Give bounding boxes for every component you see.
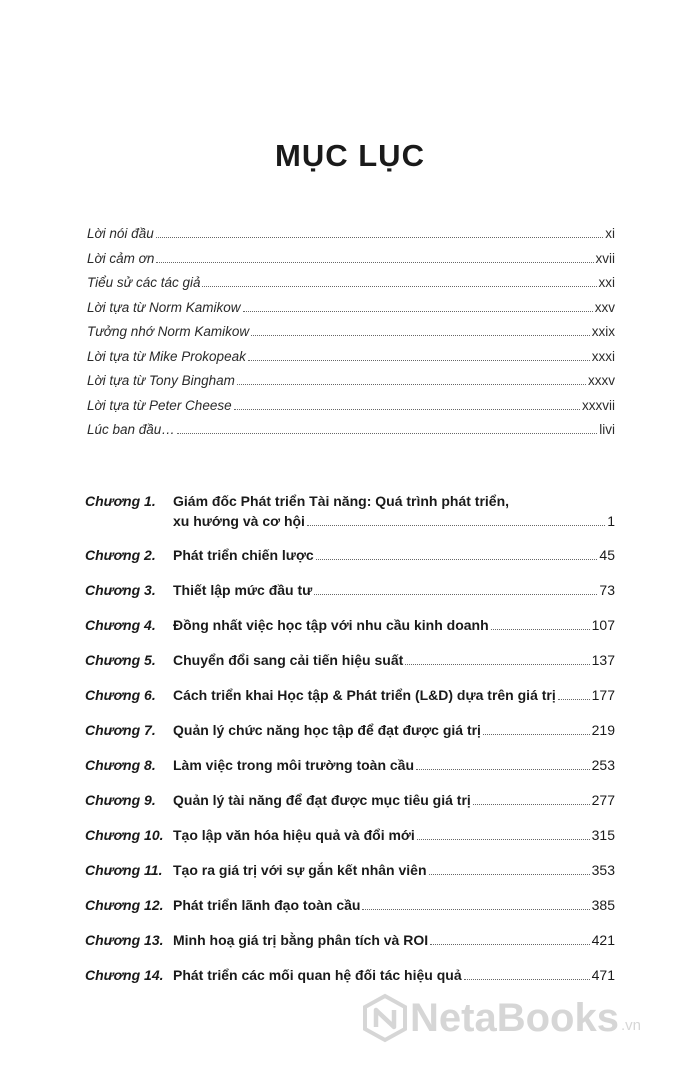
chapter-title: Thiết lập mức đầu tư: [173, 582, 313, 598]
chapter-number: Chương 3.: [85, 582, 156, 598]
dot-leader: [314, 594, 597, 595]
toc-entry-label: Lời cảm ơn: [87, 250, 155, 266]
toc-entry: [87, 275, 615, 300]
dot-leader: [483, 734, 590, 735]
chapter-number: Chương 6.: [85, 687, 156, 703]
chapter-page: 277: [591, 792, 615, 808]
chapter-number: Chương 12.: [85, 897, 164, 913]
chapter-entry: [85, 860, 615, 880]
dot-leader: [405, 664, 589, 665]
chapter-title: Phát triển chiến lược: [173, 547, 314, 563]
chapter-entry: [85, 580, 615, 600]
chapter-title: Cách triển khai Học tập & Phát triển (L&D) dựa trên giá trị: [173, 687, 556, 703]
toc-entry: [87, 349, 615, 374]
dot-leader: [177, 433, 597, 434]
dot-leader: [558, 699, 590, 700]
chapter-number: Chương 7.: [85, 722, 156, 738]
chapter-entry: [85, 825, 615, 845]
chapter-page: 253: [591, 757, 615, 773]
chapter-number: Chương 13.: [85, 932, 164, 948]
chapter-title: Minh hoạ giá trị bằng phân tích và ROI: [173, 932, 429, 948]
chapter-entry: [85, 790, 615, 810]
chapter-page: 177: [591, 687, 615, 703]
toc-entry: [87, 300, 615, 325]
chapter-entry: [85, 685, 615, 705]
chapter-number: Chương 11.: [85, 862, 163, 878]
toc-entry-label: Lời tựa từ Peter Cheese: [87, 397, 232, 413]
watermark-brand: NetaBooks: [410, 995, 619, 1040]
dot-leader: [237, 384, 586, 385]
toc-entry: [87, 251, 615, 276]
chapter-page: 73: [599, 582, 615, 598]
chapter-entry: [85, 545, 615, 565]
toc-entry-page: xxxv: [588, 373, 615, 388]
chapter-title: xu hướng và cơ hội: [173, 513, 305, 529]
toc-entry-page: xxix: [591, 324, 615, 339]
toc-entry-page: xvii: [595, 250, 615, 266]
chapter-title: Đồng nhất việc học tập với nhu cầu kinh doanh: [173, 617, 489, 633]
watermark: [360, 993, 641, 1043]
toc-entry-label: Lời nói đầu: [87, 226, 154, 241]
chapter-title: Quản lý chức năng học tập để đạt được giá trị: [173, 722, 481, 738]
toc-entry-page: xxi: [598, 275, 615, 290]
chapter-number: Chương 14.: [85, 967, 164, 983]
chapter-title: Giám đốc Phát triển Tài năng: Quá trình phát triển,: [173, 493, 510, 509]
chapter-page: 137: [591, 652, 615, 668]
dot-leader: [416, 769, 590, 770]
toc-entry: [87, 324, 615, 349]
page-title: MỤC LỤC: [275, 138, 425, 173]
chapter-list: [85, 491, 615, 1000]
dot-leader: [307, 525, 605, 526]
dot-leader: [156, 237, 604, 238]
chapter-entry: [85, 755, 615, 775]
toc-entry-label: Lời tựa từ Norm Kamikow: [87, 299, 241, 315]
dot-leader: [473, 804, 590, 805]
dot-leader: [362, 909, 589, 910]
chapter-page: 107: [591, 617, 615, 633]
dot-leader: [491, 629, 590, 630]
toc-entry-page: livi: [599, 422, 615, 437]
chapter-page: 219: [591, 722, 615, 738]
dot-leader: [430, 944, 590, 945]
chapter-title: Phát triển lãnh đạo toàn cầu: [173, 897, 361, 913]
watermark-suffix: .vn: [620, 1016, 641, 1034]
chapter-page: 315: [591, 827, 615, 843]
chapter-number: Chương 2.: [85, 547, 156, 563]
dot-leader: [243, 311, 593, 312]
dot-leader: [316, 559, 598, 560]
toc-entry-page: xxxi: [591, 348, 615, 364]
toc-entry: [87, 226, 615, 251]
toc-entry-label: Tưởng nhớ Norm Kamikow: [87, 324, 250, 339]
front-matter-list: [87, 226, 615, 447]
chapter-entry: [85, 930, 615, 950]
chapter-title: Quản lý tài năng để đạt được mục tiêu giá trị: [173, 792, 471, 808]
chapter-page: 385: [591, 897, 615, 913]
chapter-number: Chương 10.: [85, 827, 164, 843]
chapter-page: 353: [591, 862, 615, 878]
chapter-title: Tạo lập văn hóa hiệu quả và đổi mới: [173, 827, 415, 843]
toc-entry-page: xxv: [594, 299, 615, 315]
chapter-entry: [85, 895, 615, 915]
chapter-number: Chương 4.: [85, 617, 156, 633]
chapter-title: Phát triển các mối quan hệ đối tác hiệu quả: [173, 967, 462, 983]
chapter-entry: [85, 720, 615, 740]
netabooks-logo-icon: [360, 993, 410, 1043]
chapter-title: Tạo ra giá trị với sự gắn kết nhân viên: [173, 862, 427, 878]
toc-entry: [87, 398, 615, 423]
toc-entry-label: Lúc ban đầu…: [87, 422, 175, 437]
dot-leader: [464, 979, 590, 980]
chapter-number: Chương 9.: [85, 792, 156, 808]
dot-leader: [417, 839, 590, 840]
dot-leader: [251, 335, 590, 336]
chapter-page: 1: [607, 513, 615, 529]
dot-leader: [156, 262, 593, 263]
chapter-page: 45: [599, 547, 615, 563]
dot-leader: [429, 874, 590, 875]
chapter-entry: [85, 615, 615, 635]
chapter-page: 421: [591, 932, 615, 948]
chapter-number: Chương 1.: [85, 493, 156, 509]
toc-entry-label: Lời tựa từ Tony Bingham: [87, 373, 235, 388]
chapter-title: Chuyển đổi sang cải tiến hiệu suất: [173, 652, 404, 668]
chapter-title: Làm việc trong môi trường toàn cầu: [173, 757, 415, 773]
toc-entry-page: xi: [605, 226, 615, 241]
chapter-page: 471: [591, 967, 615, 983]
toc-entry: [87, 373, 615, 398]
dot-leader: [202, 286, 596, 287]
chapter-entry: [85, 965, 615, 985]
toc-entry: [87, 422, 615, 447]
chapter-number: Chương 8.: [85, 757, 156, 773]
toc-entry-page: xxxvii: [582, 397, 615, 413]
dot-leader: [248, 360, 590, 361]
chapter-entry: [85, 491, 615, 531]
chapter-entry: [85, 650, 615, 670]
dot-leader: [234, 409, 580, 410]
toc-entry-label: Tiểu sử các tác giả: [87, 275, 201, 290]
chapter-number: Chương 5.: [85, 652, 156, 668]
toc-entry-label: Lời tựa từ Mike Prokopeak: [87, 348, 246, 364]
